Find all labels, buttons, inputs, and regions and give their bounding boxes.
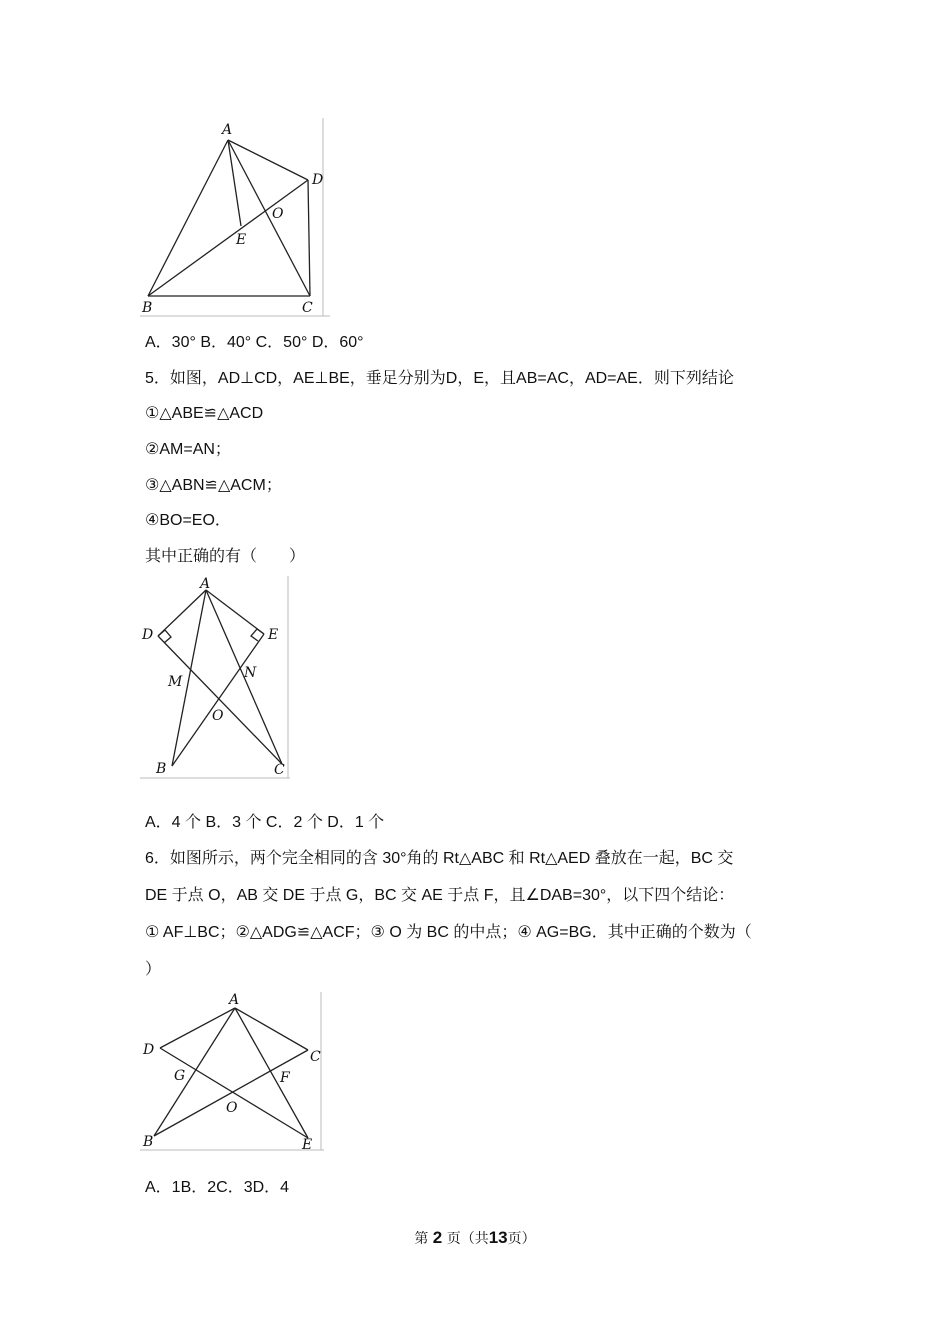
- q5-label-d: D: [142, 627, 154, 643]
- q5-figure: [140, 576, 295, 782]
- footer-total-pages: 13: [488, 1228, 508, 1247]
- q5-label-b: B: [156, 761, 167, 777]
- q6-stem-line-3: ① AF⊥BC；②△ADG≌△ACF；③ O 为 BC 的中点；④ AG=BG．其中正确的个数为（: [145, 924, 752, 941]
- q6-stem-line-2: DE 于点 O，AB 交 DE 于点 G，BC 交 AE 于点 F，且∠DAB=30°，以下四个结论：: [145, 887, 735, 904]
- q4-label-c: C: [302, 300, 313, 316]
- q5-stem: 5．如图，AD⊥CD，AE⊥BE，垂足分别为D，E，且AB=AC，AD=AE．则下列结论: [145, 370, 734, 387]
- q5-item-2: ②AM=AN；: [145, 441, 231, 458]
- q6-figure: [140, 988, 330, 1154]
- page-footer: [0, 1228, 950, 1248]
- q4-label-d: D: [312, 172, 324, 188]
- footer-prefix: 第: [414, 1231, 429, 1247]
- q6-label-e: E: [302, 1137, 313, 1153]
- q5-label-o: O: [212, 708, 224, 724]
- q6-label-g: G: [174, 1068, 186, 1084]
- q4-label-e: E: [236, 232, 247, 248]
- q4-label-b: B: [142, 300, 153, 316]
- q6-label-a: A: [229, 992, 240, 1008]
- footer-suffix: 页）: [507, 1231, 536, 1247]
- q5-label-m: M: [168, 674, 183, 690]
- q6-stem-line-1: 6．如图所示，两个完全相同的含 30°角的 Rt△ABC 和 Rt△AED 叠放在一起，BC 交: [145, 850, 734, 867]
- q5-item-4: ④BO=EO．: [145, 512, 231, 529]
- q4-label-o: O: [272, 206, 284, 222]
- q5-label-c: C: [274, 762, 285, 778]
- q6-stem-line-4: ）: [145, 961, 162, 978]
- q6-options: A．1B．2C．3D．4: [145, 1179, 290, 1196]
- q5-item-3: ③△ABN≌△ACM；: [145, 477, 282, 494]
- q5-question: 其中正确的有（ ）: [145, 548, 306, 565]
- q5-label-a: A: [200, 576, 211, 592]
- footer-middle: 页（共: [446, 1231, 489, 1247]
- q6-label-f: F: [280, 1070, 290, 1086]
- q4-figure: [140, 118, 335, 318]
- q6-label-d: D: [143, 1042, 155, 1058]
- footer-page-number: 2: [432, 1228, 443, 1247]
- q5-label-e: E: [268, 627, 279, 643]
- q6-label-b: B: [143, 1134, 154, 1150]
- q4-label-a: A: [222, 122, 233, 138]
- q5-options: A．4 个 B．3 个 C．2 个 D．1 个: [145, 814, 385, 831]
- q5-label-n: N: [244, 665, 257, 681]
- q6-label-o: O: [226, 1100, 238, 1116]
- q5-item-1: ①△ABE≌△ACD: [145, 405, 264, 422]
- q6-label-c: C: [310, 1049, 321, 1065]
- q4-options: A．30° B．40° C．50° D．60°: [145, 334, 364, 351]
